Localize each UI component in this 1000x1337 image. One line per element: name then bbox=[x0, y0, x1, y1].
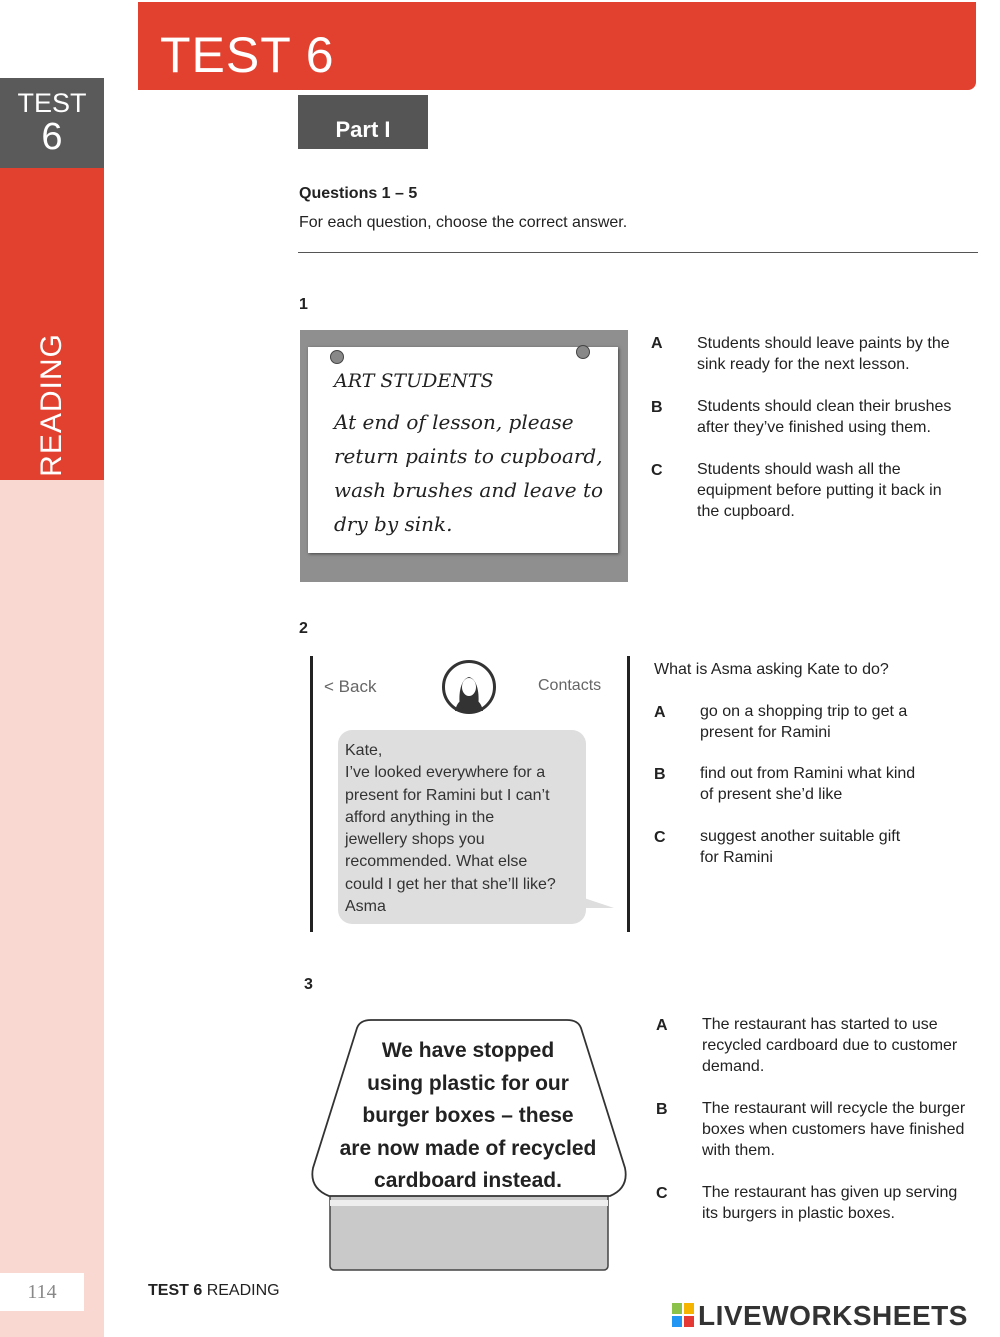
message-line: present for Ramini but I can’t bbox=[345, 786, 550, 804]
footer-number: 6 bbox=[193, 1282, 203, 1299]
option-line: Students should wash all the bbox=[697, 461, 901, 478]
part-tab: Part I bbox=[298, 95, 428, 149]
option-line: its burgers in plastic boxes. bbox=[702, 1205, 895, 1222]
q2-option-c-letter[interactable]: C bbox=[654, 829, 666, 846]
page-number: 114 bbox=[0, 1273, 84, 1311]
q2-question: What is Asma asking Kate to do? bbox=[654, 661, 889, 678]
message-text bbox=[345, 740, 585, 918]
q3-option-b-text[interactable] bbox=[702, 1098, 965, 1161]
footer-test: TEST bbox=[148, 1282, 189, 1299]
side-test-number: 6 bbox=[41, 116, 63, 158]
message-line: Kate, bbox=[345, 742, 383, 759]
option-line: equipment before putting it back in bbox=[697, 482, 942, 499]
option-line: The restaurant has started to use bbox=[702, 1016, 938, 1033]
option-line: present for Ramini bbox=[700, 724, 831, 741]
sign-line: cardboard instead. bbox=[374, 1169, 562, 1192]
side-section-label-wrap bbox=[20, 330, 84, 480]
option-line: after they’ve finished using them. bbox=[697, 419, 931, 436]
q1-option-b-letter[interactable]: B bbox=[651, 399, 663, 416]
sign-line: are now made of recycled bbox=[339, 1136, 597, 1160]
option-line: go on a shopping trip to get a bbox=[700, 703, 908, 720]
questions-heading: Questions 1 – 5 bbox=[299, 185, 418, 202]
question-number-1: 1 bbox=[299, 296, 308, 313]
person-icon bbox=[445, 663, 493, 711]
message-line: Asma bbox=[345, 898, 386, 916]
option-line: recycled cardboard due to customer bbox=[702, 1037, 958, 1054]
option-line: suggest another suitable gift bbox=[700, 828, 901, 845]
message-line: I’ve looked everywhere for a bbox=[345, 764, 546, 782]
q2-option-c-text[interactable] bbox=[700, 826, 900, 868]
footer-section: READING bbox=[206, 1282, 280, 1299]
side-test-tab bbox=[0, 78, 104, 168]
liveworksheets-logo-icon bbox=[672, 1303, 694, 1327]
side-test-label: TEST bbox=[17, 88, 87, 118]
option-line: sink ready for the next lesson. bbox=[697, 356, 910, 373]
notice-line: dry by sink. bbox=[334, 512, 453, 536]
sign-line: burger boxes – these bbox=[362, 1104, 574, 1127]
pin-icon bbox=[330, 350, 344, 364]
q1-option-b-text[interactable] bbox=[697, 396, 951, 438]
question-number-2: 2 bbox=[299, 620, 308, 637]
q1-option-c-text[interactable] bbox=[697, 459, 942, 522]
sign-text bbox=[328, 1035, 608, 1198]
q1-option-c-letter[interactable]: C bbox=[651, 462, 663, 479]
question-number-3: 3 bbox=[304, 976, 313, 993]
page-title: TEST 6 bbox=[160, 27, 335, 83]
option-line: Students should clean their brushes bbox=[697, 398, 952, 415]
q2-option-b-letter[interactable]: B bbox=[654, 766, 666, 783]
option-line: Students should leave paints by the bbox=[697, 335, 950, 352]
q3-option-c-text[interactable] bbox=[702, 1182, 957, 1224]
message-line: afford anything in the bbox=[345, 808, 495, 826]
divider bbox=[298, 252, 978, 253]
q3-option-a-text[interactable] bbox=[702, 1014, 957, 1077]
notice-line: wash brushes and leave to bbox=[334, 478, 604, 502]
option-line: of present she’d like bbox=[700, 786, 843, 803]
footer-label bbox=[148, 1282, 280, 1300]
notice-heading: ART STUDENTS bbox=[334, 370, 494, 392]
option-line: for Ramini bbox=[700, 849, 773, 866]
watermark: LIVEWORKSHEETS bbox=[698, 1300, 968, 1331]
side-strip-pink bbox=[0, 480, 104, 1337]
pin-icon bbox=[576, 345, 590, 359]
sign-line: We have stopped bbox=[381, 1039, 555, 1062]
notice-line: At end of lesson, please bbox=[334, 410, 574, 434]
option-line: The restaurant will recycle the burger bbox=[702, 1100, 966, 1117]
q3-option-c-letter[interactable]: C bbox=[656, 1185, 668, 1202]
q3-option-b-letter[interactable]: B bbox=[656, 1101, 668, 1118]
option-line: demand. bbox=[702, 1058, 765, 1075]
sign-line: using plastic for our bbox=[367, 1071, 569, 1095]
side-section-label: READING bbox=[35, 333, 68, 477]
avatar bbox=[442, 660, 496, 714]
option-line: find out from Ramini what kind bbox=[700, 765, 916, 782]
q2-option-a-letter[interactable]: A bbox=[654, 704, 666, 721]
notice-body bbox=[334, 405, 614, 541]
option-line: The restaurant has given up serving bbox=[702, 1184, 958, 1201]
contacts-button[interactable]: Contacts bbox=[538, 677, 602, 694]
q2-option-a-text[interactable] bbox=[700, 701, 907, 743]
back-button[interactable]: < Back bbox=[324, 677, 377, 696]
notice-line: return paints to cupboard, bbox=[334, 444, 603, 468]
option-line: the cupboard. bbox=[697, 503, 795, 520]
q1-option-a-letter[interactable]: A bbox=[651, 335, 663, 352]
message-line: could I get her that she’ll like? bbox=[345, 875, 556, 893]
q1-option-a-text[interactable] bbox=[697, 333, 950, 375]
message-line: recommended. What else bbox=[345, 853, 528, 871]
q2-option-b-text[interactable] bbox=[700, 763, 915, 805]
q3-option-a-letter[interactable]: A bbox=[656, 1017, 668, 1034]
instructions: For each question, choose the correct answer. bbox=[299, 214, 628, 231]
option-line: boxes when customers have finished bbox=[702, 1121, 965, 1138]
option-line: with them. bbox=[702, 1142, 775, 1159]
message-line: jewellery shops you bbox=[345, 831, 485, 849]
